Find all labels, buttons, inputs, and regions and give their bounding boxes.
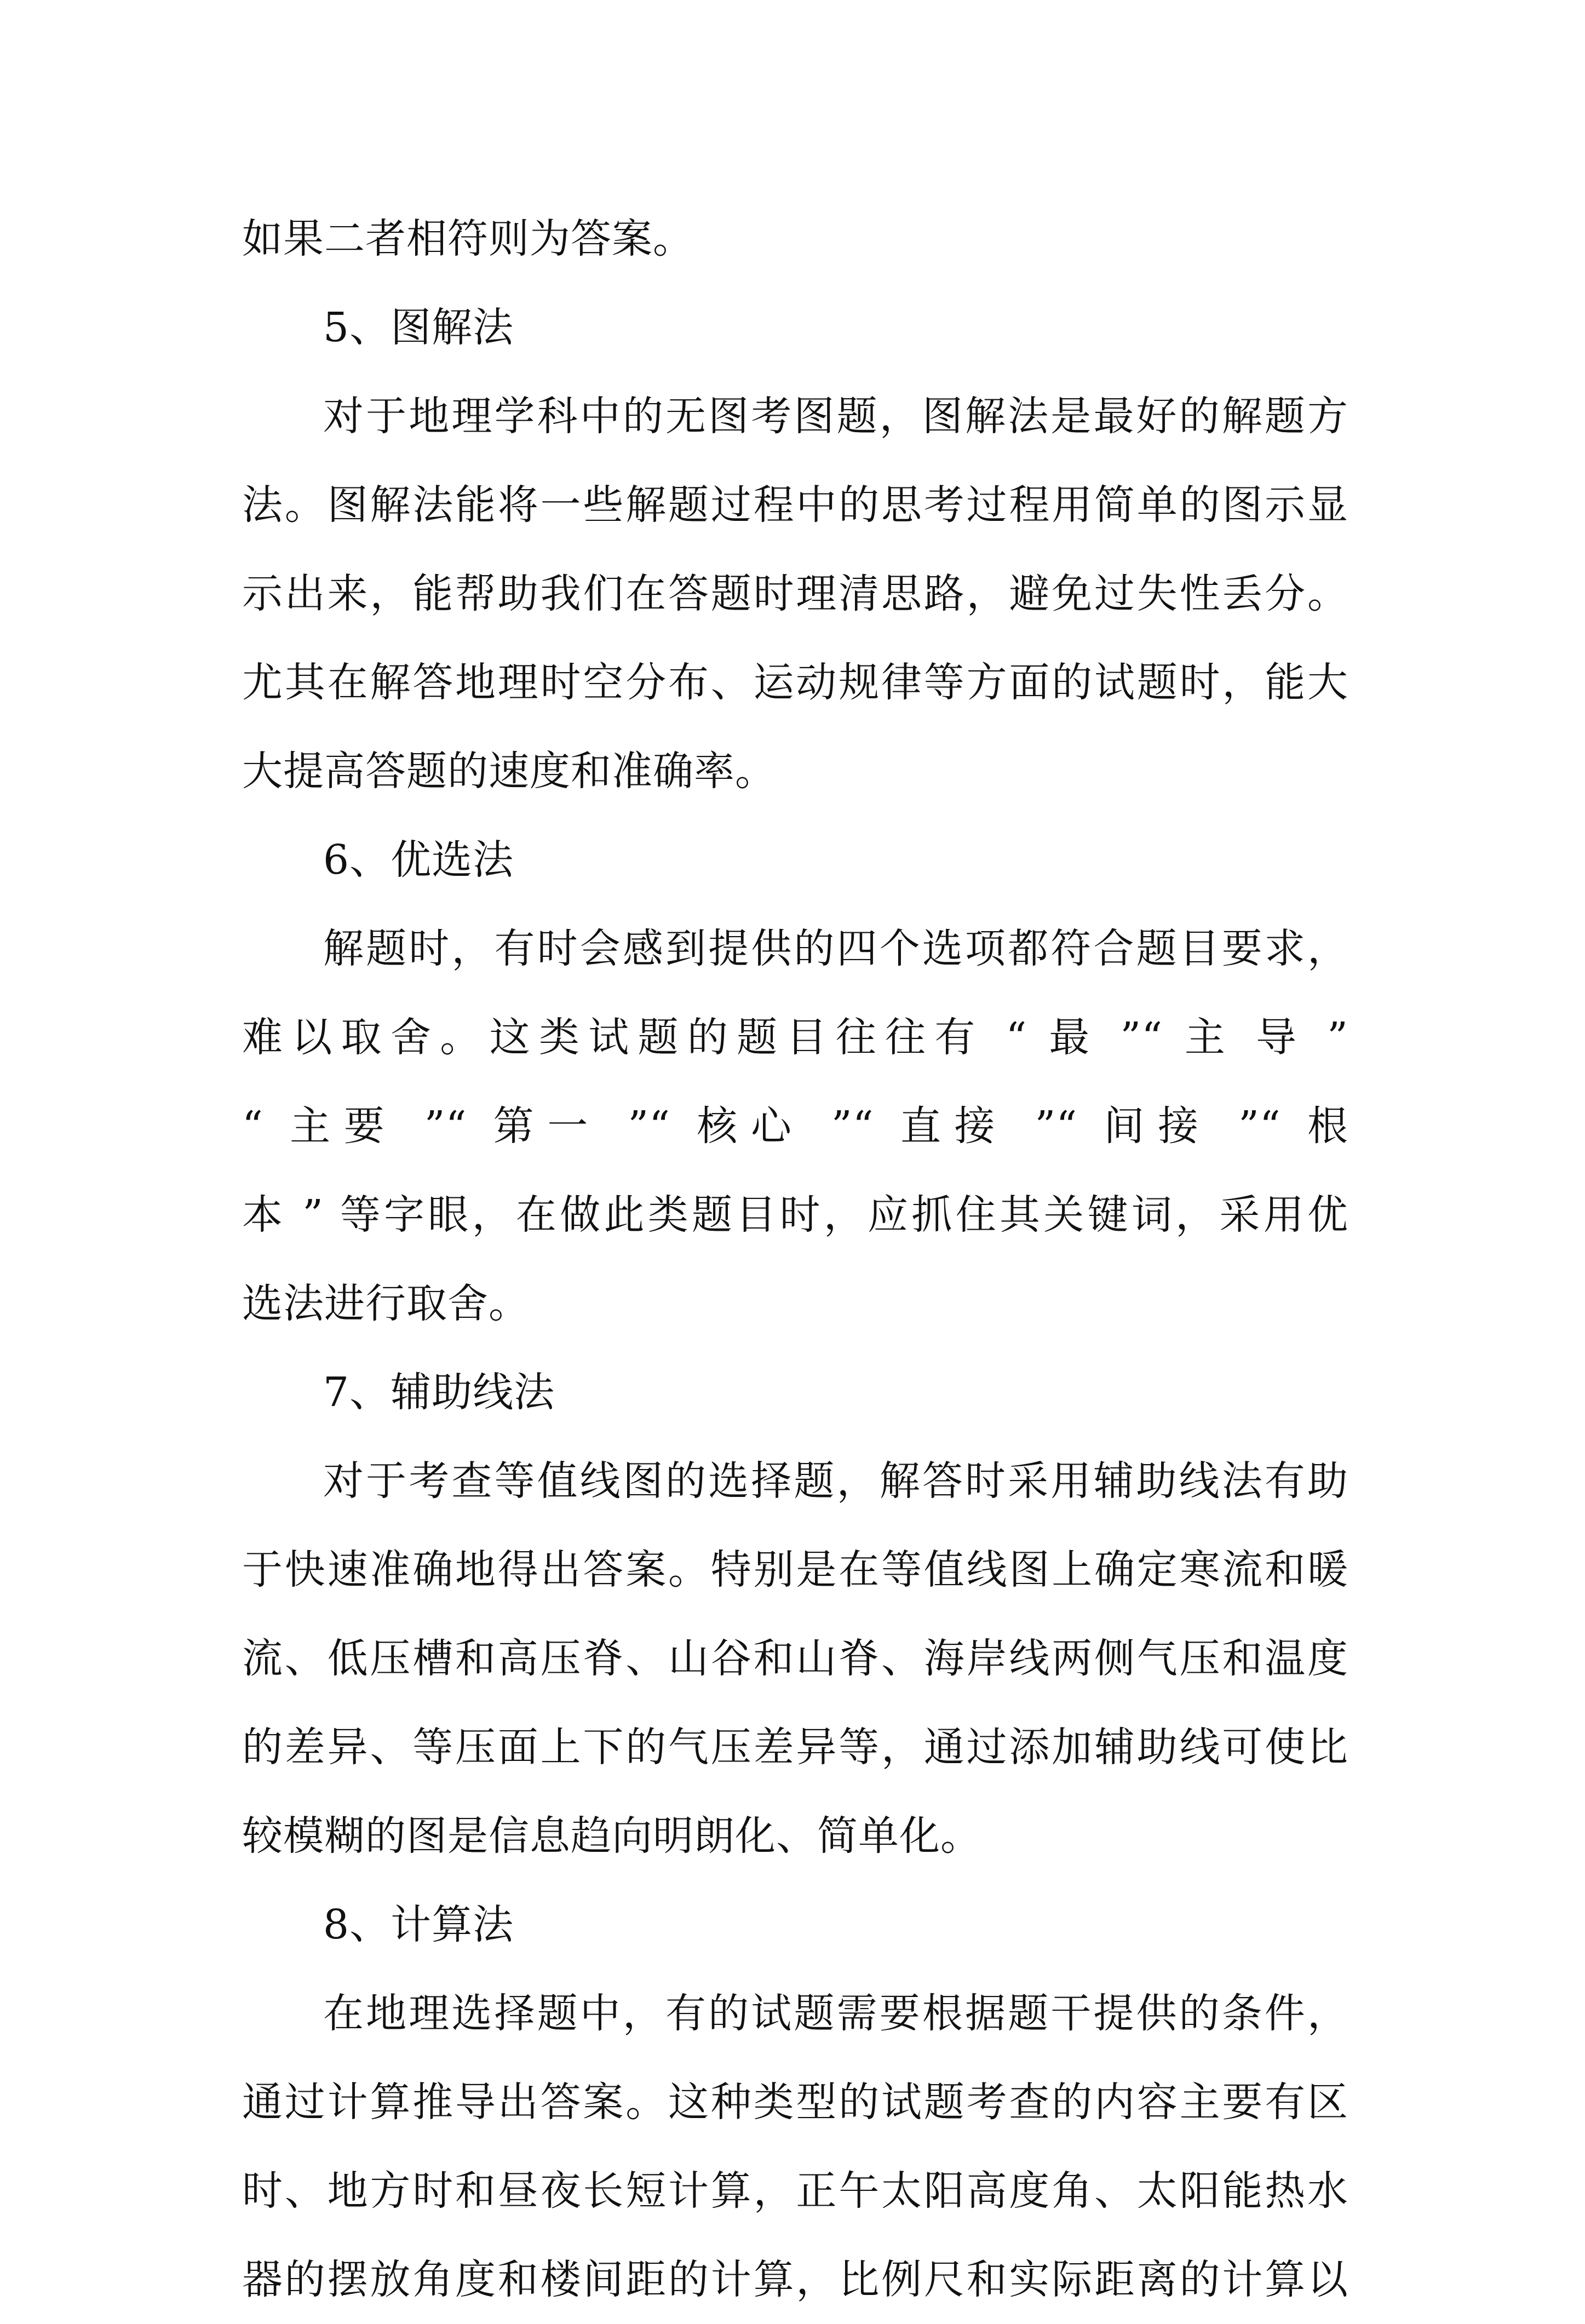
paragraph-line: 大提高答题的速度和准确率。: [242, 748, 776, 795]
paragraph-line: 器的摆放角度和楼间距的计算，比例尺和实际距离的计算以: [242, 2256, 1348, 2303]
document-body: [242, 194, 1348, 2324]
paragraph-line: 的差异、等压面上下的气压差异等，通过添加辅助线可使比: [242, 1724, 1348, 1771]
paragraph-line: 难以取舍。这类试题的题目往往有 “ 最 ”“ 主 导 ”: [242, 1014, 1348, 1061]
paragraph-line: 对于地理学科中的无图考图题，图解法是最好的解题方: [323, 393, 1348, 440]
section-heading-5: 5、图解法: [323, 304, 514, 351]
paragraph-line: 如果二者相符则为答案。: [242, 215, 694, 262]
section-heading-6: 6、优选法: [323, 836, 514, 883]
paragraph-line: 选法进行取舍。: [242, 1280, 530, 1327]
paragraph-line: 通过计算推导出答案。这种类型的试题考查的内容主要有区: [242, 2079, 1348, 2126]
paragraph-line: 于快速准确地得出答案。特别是在等值线图上确定寒流和暖: [242, 1546, 1348, 1593]
paragraph-line: 法。图解法能将一些解题过程中的思考过程用简单的图示显: [242, 481, 1348, 529]
paragraph-line: 本 ” 等字眼，在做此类题目时，应抓住其关键词，采用优: [242, 1191, 1348, 1238]
paragraph-line: 在地理选择题中，有的试题需要根据题干提供的条件，: [323, 1990, 1348, 2037]
paragraph-line: 尤其在解答地理时空分布、运动规律等方面的试题时，能大: [242, 659, 1348, 706]
paragraph-line: 对于考查等值线图的选择题，解答时采用辅助线法有助: [323, 1457, 1348, 1505]
paragraph-line: 解题时，有时会感到提供的四个选项都符合题目要求，: [323, 925, 1348, 972]
paragraph-line: “ 主要 ”“ 第一 ”“ 核心 ”“ 直接 ”“ 间接 ”“ 根: [242, 1103, 1348, 1150]
paragraph-line: 时、地方时和昼夜长短计算，正午太阳高度角、太阳能热水: [242, 2167, 1348, 2214]
section-heading-7: 7、辅助线法: [323, 1369, 555, 1416]
paragraph-line: 流、低压槽和高压脊、山谷和山脊、海岸线两侧气压和温度: [242, 1635, 1348, 1682]
paragraph-line: 较模糊的图是信息趋向明朗化、简单化。: [242, 1812, 981, 1860]
paragraph-line: 示出来，能帮助我们在答题时理清思路，避免过失性丢分。: [242, 570, 1348, 617]
section-heading-8: 8、计算法: [323, 1901, 514, 1948]
